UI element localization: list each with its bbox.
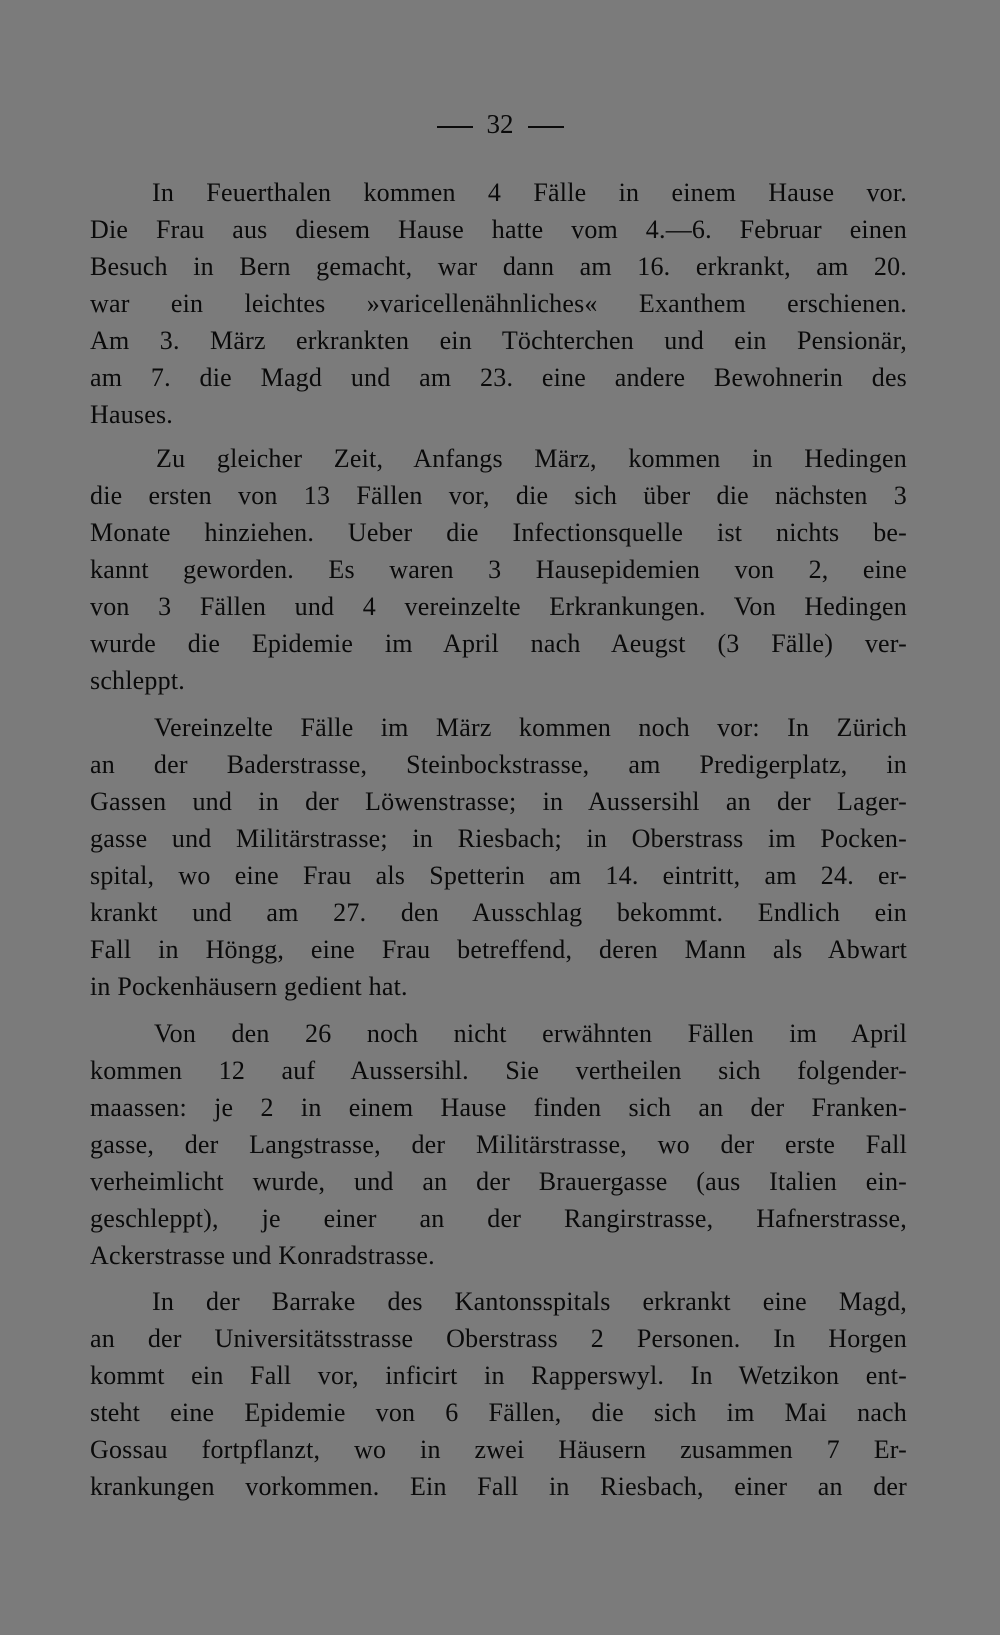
paragraph-line: krankt und am 27. den Ausschlag bekommt. Endlich ein [90,898,907,927]
paragraph-4 [90,1015,907,1274]
paragraph-line: schleppt. [90,666,185,695]
paragraph-line: gasse, der Langstrasse, der Militärstrasse, wo der erste Fall [90,1130,907,1159]
page-number [0,104,1000,144]
paragraph-line: Fall in Höngg, eine Frau betreffend, deren Mann als Abwart [90,935,907,964]
paragraph-line: von 3 Fällen und 4 vereinzelte Erkrankungen. Von Hedingen [90,592,907,621]
paragraph-line: an der Universitätsstrasse Oberstrass 2 Personen. In Horgen [90,1324,907,1353]
paragraph-line: in Pockenhäusern gedient hat. [90,972,408,1001]
paragraph-line: Gassen und in der Löwenstrasse; in Aussersihl an der Lager- [90,787,907,816]
paragraph-line: Die Frau aus diesem Hause hatte vom 4.—6. Februar einen [90,215,907,244]
paragraph-line: kommen 12 auf Aussersihl. Sie vertheilen sich folgender- [90,1056,907,1085]
paragraph-line: gasse und Militärstrasse; in Riesbach; in Oberstrass im Pocken- [90,824,907,853]
page-number-value: 32 [486,109,514,139]
paragraph-line: an der Baderstrasse, Steinbockstrasse, am Predigerplatz, in [90,750,907,779]
paragraph-line: spital, wo eine Frau als Spetterin am 14. eintritt, am 24. er- [90,861,907,890]
paragraph-line: war ein leichtes »varicellenähnliches« Exanthem erschienen. [90,289,907,318]
paragraph-line: Zu gleicher Zeit, Anfangs März, kommen in Hedingen [156,444,907,473]
page-number-dash-right [528,126,564,128]
page-number-dash-left [437,126,473,128]
paragraph-line: In der Barrake des Kantonsspitals erkrankt eine Magd, [152,1287,907,1316]
paragraph-line: kannt geworden. Es waren 3 Hausepidemien von 2, eine [90,555,907,584]
paragraph-1 [90,174,907,433]
paragraph-line: wurde die Epidemie im April nach Aeugst (3 Fälle) ver- [90,629,907,658]
paragraph-line: am 7. die Magd und am 23. eine andere Bewohnerin des [90,363,907,392]
paragraph-line: Gossau fortpflanzt, wo in zwei Häusern zusammen 7 Er- [90,1435,907,1464]
paragraph-line: steht eine Epidemie von 6 Fällen, die sich im Mai nach [90,1398,907,1427]
paragraph-line: krankungen vorkommen. Ein Fall in Riesbach, einer an der [90,1472,907,1501]
paragraph-line: Von den 26 noch nicht erwähnten Fällen im April [154,1019,907,1048]
paragraph-line: Monate hinziehen. Ueber die Infectionsquelle ist nichts be- [90,518,907,547]
paragraph-3 [90,709,907,1005]
paragraph-line: geschleppt), je einer an der Rangirstrasse, Hafnerstrasse, [90,1204,907,1233]
paragraph-5 [90,1283,907,1505]
paragraph-line: In Feuerthalen kommen 4 Fälle in einem Hause vor. [152,178,907,207]
paragraph-line: Am 3. März erkrankten ein Töchterchen und ein Pensionär, [90,326,907,355]
paragraph-line: kommt ein Fall vor, inficirt in Rapperswyl. In Wetzikon ent- [90,1361,907,1390]
paragraph-line: Vereinzelte Fälle im März kommen noch vor: In Zürich [154,713,907,742]
paragraph-2 [90,440,907,699]
paragraph-line: Ackerstrasse und Konradstrasse. [90,1241,435,1270]
paragraph-line: Hauses. [90,400,173,429]
paragraph-line: Besuch in Bern gemacht, war dann am 16. erkrankt, am 20. [90,252,907,281]
paragraph-line: maassen: je 2 in einem Hause finden sich an der Franken- [90,1093,907,1122]
paragraph-line: verheimlicht wurde, und an der Brauergasse (aus Italien ein- [90,1167,907,1196]
paragraph-line: die ersten von 13 Fällen vor, die sich über die nächsten 3 [90,481,907,510]
